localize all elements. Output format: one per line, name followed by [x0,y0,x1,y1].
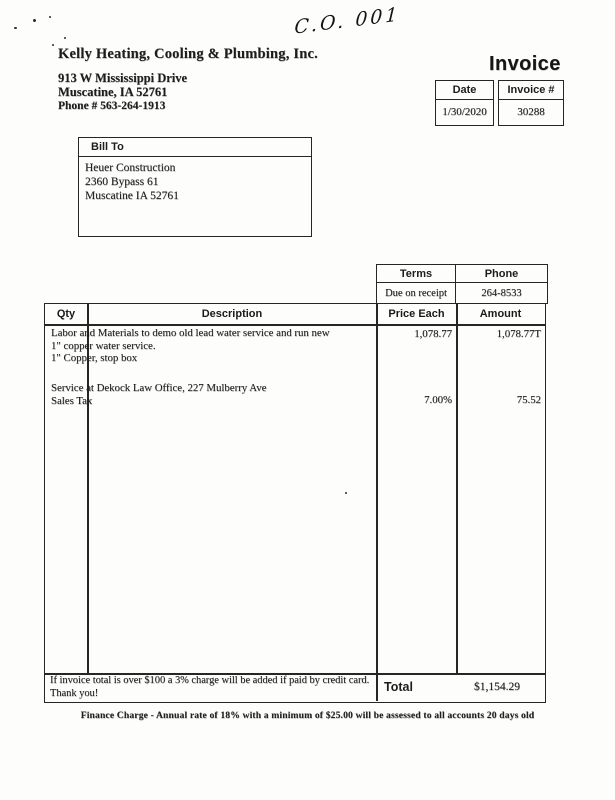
pen-mark [49,16,51,18]
description-line: 1" Copper, stop box [51,352,138,364]
line-items-table [44,303,546,703]
price-each-value: 7.00% [424,394,452,406]
date-value: 1/30/2020 [442,106,487,118]
table-row-description [51,327,333,365]
pen-mark [33,19,36,22]
description-line: Service at Dekock Law Office, 227 Mulberry Ave [51,382,267,394]
bill-to-name: Heuer Construction [85,162,176,174]
price-each-value: 1,078.77 [414,328,452,340]
company-name: Kelly Heating, Cooling & Plumbing, Inc. [58,46,318,62]
bill-to-box [78,137,312,237]
date-label: Date [436,81,493,100]
price-each-column-header: Price Each [388,308,445,320]
description-line: Labor and Materials to demo old lead water service and run new 1" copper water service. [51,327,330,352]
column-divider [456,304,458,673]
pen-mark [64,37,66,39]
amount-column-header: Amount [479,308,522,320]
pen-mark [52,44,54,46]
description-column-header: Description [201,308,263,320]
invoice-number-box [498,80,564,126]
invoice-meta-boxes [435,80,564,126]
date-box [435,80,494,126]
terms-phone-box [376,264,548,304]
finance-charge-note: Finance Charge - Annual rate of 18% with a minimum of $25.00 will be assessed to all accounts 20 days old [80,710,535,721]
total-value: $1,154.29 [474,681,520,693]
amount-value: 75.52 [516,394,541,406]
invoice-number-label: Invoice # [499,81,563,100]
terms-value: Due on receipt [377,283,456,303]
header-divider [45,324,545,326]
column-divider [376,304,378,701]
bill-to-address-line1: 2360 Bypass 61 [85,176,159,188]
bill-to-address-line2: Muscatine IA 52761 [85,190,179,202]
total-label: Total [384,680,413,694]
table-row-description [51,382,333,407]
company-address-line1: 913 W Mississippi Drive [58,71,188,85]
description-line: Sales Tax [51,394,93,407]
phone-label: Phone [456,265,547,283]
bill-to-label: Bill To [79,138,311,157]
amount-value: 1,078.77T [496,328,541,340]
credit-card-note: If invoice total is over $100 a 3% charge will be added if paid by credit card. Thank you! [50,675,370,699]
company-phone: Phone # 563-264-1913 [58,100,166,112]
pen-mark [14,27,17,29]
phone-value: 264-8533 [481,287,522,299]
terms-label: Terms [377,265,456,283]
company-address-line2: Muscatine, IA 52761 [58,85,168,99]
invoice-title: Invoice [489,53,561,75]
qty-column-header: Qty [56,308,76,320]
invoice-number-value: 30288 [517,106,545,118]
handwritten-note: C.O. 001 [293,3,401,39]
company-header [58,46,318,112]
